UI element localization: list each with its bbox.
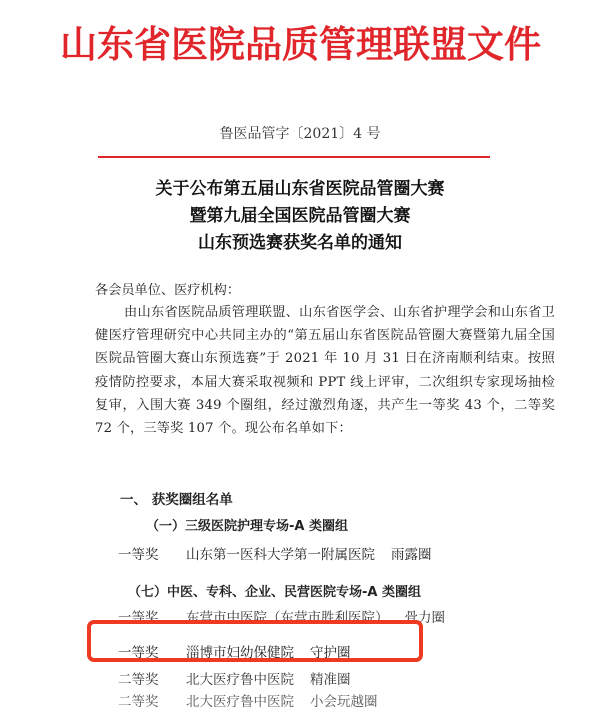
award-entry	[118, 543, 432, 563]
section-heading: 一、 获奖圈组名单	[120, 492, 233, 508]
award-unit: 北大医疗鲁中医院	[186, 694, 294, 710]
award-level: 一等奖	[118, 645, 159, 661]
award-level: 二等奖	[118, 672, 159, 688]
award-entry	[118, 668, 351, 688]
award-team: 精准圈	[310, 672, 351, 688]
notice-title	[0, 176, 600, 257]
highlight-annotation-box	[87, 620, 423, 662]
award-unit: 山东第一医科大学第一附属医院	[186, 547, 375, 563]
salutation: 各会员单位、医疗机构：	[95, 283, 241, 298]
document-header-title: 山东省医院品质管理联盟文件	[60, 23, 541, 66]
body-paragraph: 由山东省医院品质管理联盟、山东省医学会、山东省护理学会和山东省卫健医疗管理研究中心共同主办的“第五届山东省医院品管圈大赛暨第九届全国医院品管圈大赛山东预选赛”于 2021 年 10 月 31 日在济南顺利结束。按照疫情防控要求，本届大赛采取视频和 PPT 线上评审，二次组织专家现场抽检复审，入围大赛 349 个圈组，经过激烈角逐，共产生一等奖 43 个，二等奖 72 个，三等奖 107 个。现公布名单如下：	[95, 305, 555, 437]
notice-title-line-2: 暨第九届全国医院品管圈大赛	[189, 206, 411, 226]
award-team: 守护圈	[310, 645, 351, 661]
award-entry	[118, 690, 378, 710]
award-team: 小会玩越圈	[310, 694, 378, 710]
subgroup-heading-1: （一）三级医院护理专场-A 类圈组	[146, 519, 348, 534]
award-unit: 东营市中医院（东营市胜利医院）	[186, 610, 389, 626]
subgroup-heading-7: （七）中医、专科、企业、民营医院专场-A 类圈组	[128, 585, 421, 600]
award-team: 骨力圈	[404, 610, 445, 626]
award-level: 一等奖	[118, 610, 159, 626]
award-team: 雨露圈	[391, 547, 432, 563]
red-divider-line	[98, 156, 490, 158]
notice-title-line-1: 关于公布第五届山东省医院品管圈大赛	[155, 179, 445, 199]
award-level: 二等奖	[118, 694, 159, 710]
notice-title-line-3: 山东预选赛获奖名单的通知	[198, 233, 402, 253]
award-unit: 淄博市妇幼保健院	[186, 645, 294, 661]
award-level: 一等奖	[118, 547, 159, 563]
award-unit: 北大医疗鲁中医院	[186, 672, 294, 688]
document-number: 鲁医品管字〔2021〕4 号	[219, 126, 381, 142]
